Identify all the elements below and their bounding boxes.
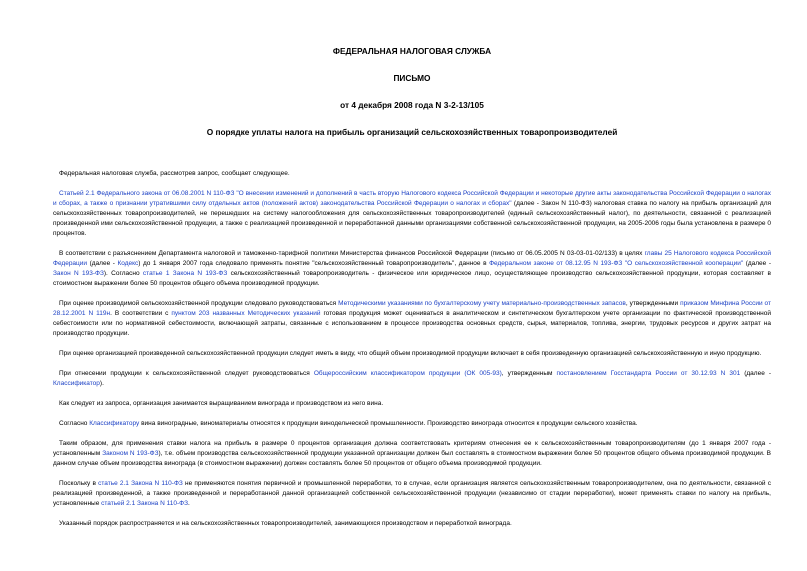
paragraph-processing: Поскольку в статье 2.1 Закона N 110-ФЗ не применяются понятия первичной и промышленной переработки, то в случае, если организация является сельскохозяйственным товаропроизводителем, она по деятельности, связанной с реализацией произведенной, а также произведенной и переработанной данной организацией собственной сельскохозяйственной продукции (независимо от стадии переработки), может применять ставки по налогу на прибыль, установленные статьей 2.1 Закона N 110-ФЗ. <box>53 480 771 507</box>
link-minfin-order-119n[interactable]: приказом Минфина России от 28.12.2001 N 119н <box>53 300 771 317</box>
document-date-number: от 4 декабря 2008 года N 3-2-13/105 <box>340 100 484 110</box>
document-subject: О порядке уплаты налога на прибыль организаций сельскохозяйственных товаропроизводителей <box>206 127 618 137</box>
paragraph-total-volume: При оценке организацией произведенной сельскохозяйственной продукции следует иметь в виду, что общий объем производимой продукции включает в себя произведенную организацией сельскохозяйственную и иную продукцию. <box>59 350 762 357</box>
link-law-193-short[interactable]: Закон N 193-ФЗ <box>53 270 104 277</box>
link-ok-005-93[interactable]: Общероссийским классификатором продукции (ОК 005-93) <box>313 370 502 377</box>
link-law-110-article[interactable]: Статьей 2.1 Федерального закона от 06.08.2001 N 110-ФЗ "О внесении изменений и дополнений в часть вторую Налогового кодекса Российской Федерации и некоторые другие акты законодательства Российской Федерации о налогах и сборах, а также о признании утратившими силу отдельных актов (положений актов) законодательства Российской Федерации о налогах и сборах" <box>53 190 771 207</box>
link-methodical-guidelines[interactable]: Методическими указаниями по бухгалтерскому учету материально-производственных запасов <box>338 300 626 307</box>
paragraph-law-110: Статьей 2.1 Федерального закона от 06.08.2001 N 110-ФЗ "О внесении изменений и дополнений в часть вторую Налогового кодекса Российской Федерации и некоторые другие акты законодательства Российской Федерации о налогах и сборах, а также о признании утратившими силу отдельных актов (положений актов) законодательства Российской Федерации о налогах и сборах" (далее - Закон N 110-ФЗ) налоговая ставка по налогу на прибыль организаций для сельскохозяйственных товаропроизводителей, не перешедших на систему налогообложения для сельскохозяйственных товаропроизводителей (единый сельскохозяйственный налог), по деятельности, связанной с реализацией произведенной ими сельскохозяйственной продукции, а также с реализацией произведенной и переработанной данными организациями собственной сельскохозяйственной продукции, на 2005-2006 годы была установлена в размере 0 процентов. <box>53 190 772 237</box>
link-guidelines-item-203[interactable]: пунктом 203 названных Методических указаний <box>171 310 321 317</box>
link-classifier-2[interactable]: Классификатору <box>89 420 140 427</box>
paragraph-intro: Федеральная налоговая служба, рассмотрев запрос, сообщает следующее. <box>59 170 290 177</box>
link-code[interactable]: Кодекс <box>117 260 139 267</box>
paragraph-scope: Указанный порядок распространяется и на сельскохозяйственных товаропроизводителей, занимающихся производством и переработкой винограда. <box>59 520 512 527</box>
link-gosstandart-resolution[interactable]: постановлением Госстандарта России от 30.12.93 N 301 <box>556 370 741 377</box>
document-type: ПИСЬМО <box>393 73 431 83</box>
paragraph-wine-classification: Согласно Классификатору вина виноградные, виноматериалы относятся к продукции винодельческой промышленности. Производство винограда относится к продукции сельского хозяйства. <box>59 420 638 427</box>
paragraph-conclusion: Таким образом, для применения ставки налога на прибыль в размере 0 процентов организация должна соответствовать критериям отнесения ее к сельскохозяйственным товаропроизводителям (до 1 января 2007 года - установленным Законом N 193-ФЗ), т.е. объем производства сельскохозяйственной продукции указанной организации должен был составлять в стоимостном выражении более 50 процентов общего объема производимой продукции. В данном случае объем производства винограда (в стоимостном выражении) должен составлять более 50 процентов от общего объема производимой продукции. <box>53 440 771 467</box>
link-law-193-article-1[interactable]: статье 1 Закона N 193-ФЗ <box>142 270 228 277</box>
paragraph-valuation: При оценке производимой сельскохозяйственной продукции следовало руководствоваться Методическими указаниями по бухгалтерскому учету материально-производственных запасов, утвержденными приказом Минфина России от 28.12.2001 N 119н. В соответствии с пунктом 203 названных Методических указаний готовая продукция может оцениваться в аналитическом и синтетическом бухгалтерском учете организации по фактической производственной себестоимости или по нормативной себестоимости, включающей затраты, связанные с использованием в процессе производства основных средств, сырья, материалов, топлива, энергии, трудовых ресурсов и других затрат на производство продукции. <box>53 300 771 337</box>
paragraph-minfin-explanation: В соответствии с разъяснением Департамента налоговой и таможенно-тарифной политики Министерства финансов Российской Федерации (письмо от 06.05.2005 N 03-03-01-02/133) в целях главы 25 Налогового кодекса Российской Федерации (далее - Кодекс) до 1 января 2007 года следовало применять понятие "сельскохозяйственный товаропроизводитель", данное в Федеральном законе от 08.12.95 N 193-ФЗ "О сельскохозяйственной кооперации" (далее - Закон N 193-ФЗ). Согласно статье 1 Закона N 193-ФЗ сельскохозяйственный товаропроизводитель - физическое или юридическое лицо, осуществляющее производство сельскохозяйственной продукции, которая составляет в стоимостном выражении более 50 процентов общего объема производимой продукции. <box>53 250 772 287</box>
link-law-193[interactable]: Федеральном законе от 08.12.95 N 193-ФЗ "О сельскохозяйственной кооперации" <box>489 260 744 267</box>
link-law-110-article-2-1-b[interactable]: статьей 2.1 Закона N 110-ФЗ <box>101 500 189 507</box>
paragraph-classifier: При отнесении продукции к сельскохозяйственной следует руководствоваться Общероссийским классификатором продукции (ОК 005-93), утвержденным постановлением Госстандарта России от 30.12.93 N 301 (далее - Классификатор). <box>53 370 772 387</box>
paragraph-request: Как следует из запроса, организация занимается выращиванием винограда и производством из него вина. <box>59 400 384 407</box>
link-classifier[interactable]: Классификатор <box>53 380 100 387</box>
link-tax-code-chapter-25[interactable]: главы 25 Налогового кодекса Российской Федерации <box>53 250 771 267</box>
link-law-110-article-2-1[interactable]: статье 2.1 Закона N 110-ФЗ <box>98 480 183 487</box>
link-law-193-2[interactable]: Законом N 193-ФЗ <box>102 450 159 457</box>
agency-title: ФЕДЕРАЛЬНАЯ НАЛОГОВАЯ СЛУЖБА <box>332 46 492 56</box>
